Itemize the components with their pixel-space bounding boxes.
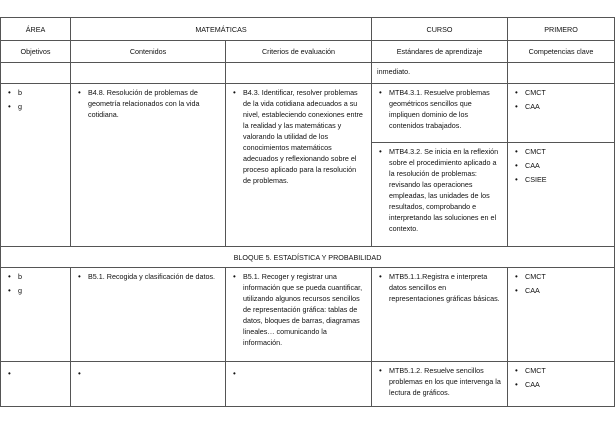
list-item: • MTB5.1.1.Registra e interpreta datos sencillos en representaciones gráficas básicas.	[377, 271, 502, 304]
list-item: • CAA	[513, 285, 609, 296]
col-criterios-label: Criterios de evaluación	[261, 47, 336, 56]
list-item: • CMCT	[513, 87, 609, 98]
row3-objetivos	[1, 362, 71, 407]
contenido-list	[76, 271, 220, 282]
row3-contenido	[71, 362, 226, 407]
list-item: • B4.3. Identificar, resolver problemas de la vida cotidiana adecuados a su nivel, estableciendo conexiones entre la realidad y las matemáticas y valorando la utilidad de los conocimientos matemáticos adecuados y reflexionando sobre el proceso aplicado para la resolución de problemas.	[231, 87, 366, 186]
row1-objetivos	[1, 84, 71, 247]
list-item: • B5.1. Recoger y registrar una información que se pueda cuantificar, utilizando algunos recursos sencillos de representación gráfica: tablas de datos, bloques de barras, diagramas lineales… comunicando la información.	[231, 271, 366, 348]
list-item: • MTB4.3.1. Resuelve problemas geométricos sencillos que impliquen dominio de los contenidos trabajados.	[377, 87, 502, 131]
col-competencias-label: Competencias clave	[528, 47, 594, 56]
list-item: • CAA	[513, 101, 609, 112]
area-label-cell	[1, 18, 71, 41]
continuation-estandar	[372, 63, 508, 84]
row1-competencias-a	[508, 84, 615, 143]
row1-criterio	[226, 84, 372, 247]
estandar-tail-text: inmediato.	[377, 67, 411, 76]
header-row-columns	[1, 41, 615, 63]
continuation-objetivos	[1, 63, 71, 84]
objetivos-list	[6, 271, 65, 296]
header-row-area	[1, 18, 615, 41]
list-item: • B4.8. Resolución de problemas de geometría relacionados con la vida cotidiana.	[76, 87, 220, 120]
col-estandares-label: Estándares de aprendizaje	[396, 47, 483, 56]
list-item: • CMCT	[513, 365, 609, 376]
row2-estandar	[372, 268, 508, 362]
list-item: • CSIEE	[513, 174, 609, 185]
estandar-list	[377, 87, 502, 131]
col-contenidos-label: Contenidos	[129, 47, 167, 56]
continuation-row	[1, 63, 615, 84]
table-row	[1, 84, 615, 143]
col-competencias	[508, 41, 615, 63]
criterio-list	[231, 87, 366, 186]
curso-value-cell	[508, 18, 615, 41]
area-value-cell	[71, 18, 372, 41]
list-item: • g	[6, 101, 65, 112]
objetivos-list	[6, 87, 65, 112]
list-item: • MTB4.3.2. Se inicia en la reflexión sobre el procedimiento aplicado a la resolución de problemas: revisando las operaciones empleadas, las unidades de los resultados, comprobando e interpretando las soluciones en el contexto.	[377, 146, 502, 234]
col-objetivos	[1, 41, 71, 63]
curso-label: CURSO	[426, 24, 453, 34]
col-objetivos-label: Objetivos	[20, 47, 51, 56]
table-row	[1, 268, 615, 362]
estandar-list	[377, 271, 502, 304]
criterio-list	[231, 271, 366, 348]
table-row	[1, 362, 615, 407]
area-label: ÁREA	[25, 24, 46, 34]
continuation-contenido	[71, 63, 226, 84]
curso-label-cell	[372, 18, 508, 41]
row2-objetivos	[1, 268, 71, 362]
contenido-list	[76, 87, 220, 120]
list-item: • b	[6, 87, 65, 98]
row2-contenido	[71, 268, 226, 362]
estandar-list	[377, 146, 502, 234]
col-estandares	[372, 41, 508, 63]
row1-contenido	[71, 84, 226, 247]
list-item: • b	[6, 271, 65, 282]
list-item: • CAA	[513, 379, 609, 390]
competencias-list	[513, 87, 609, 112]
col-criterios	[226, 41, 372, 63]
col-contenidos	[71, 41, 226, 63]
row2-criterio	[226, 268, 372, 362]
curso-value: PRIMERO	[544, 24, 578, 34]
list-item: • MTB5.1.2. Resuelve sencillos problemas en los que intervenga la lectura de gráficos.	[377, 365, 502, 398]
list-item: • CAA	[513, 160, 609, 171]
list-item: • B5.1. Recogida y clasificación de datos.	[76, 271, 220, 282]
list-item: • CMCT	[513, 271, 609, 282]
competencias-list	[513, 271, 609, 296]
list-item: • g	[6, 285, 65, 296]
row2-competencias	[508, 268, 615, 362]
estandar-list	[377, 365, 502, 398]
bloque-title-row	[1, 247, 615, 268]
competencias-list	[513, 365, 609, 390]
competencias-list	[513, 146, 609, 185]
curriculum-table	[0, 17, 615, 407]
row3-criterio	[226, 362, 372, 407]
area-value: MATEMÁTICAS	[195, 24, 247, 34]
bloque5-title: BLOQUE 5. ESTADÍSTICA Y PROBABILIDAD	[233, 252, 382, 262]
row3-estandar	[372, 362, 508, 407]
row1-estandar-a	[372, 84, 508, 143]
bloque5-title-cell	[1, 247, 615, 268]
continuation-criterio	[226, 63, 372, 84]
list-item: • CMCT	[513, 146, 609, 157]
row3-competencias	[508, 362, 615, 407]
continuation-competencias	[508, 63, 615, 84]
row1-estandar-b	[372, 143, 508, 247]
row1-competencias-b	[508, 143, 615, 247]
